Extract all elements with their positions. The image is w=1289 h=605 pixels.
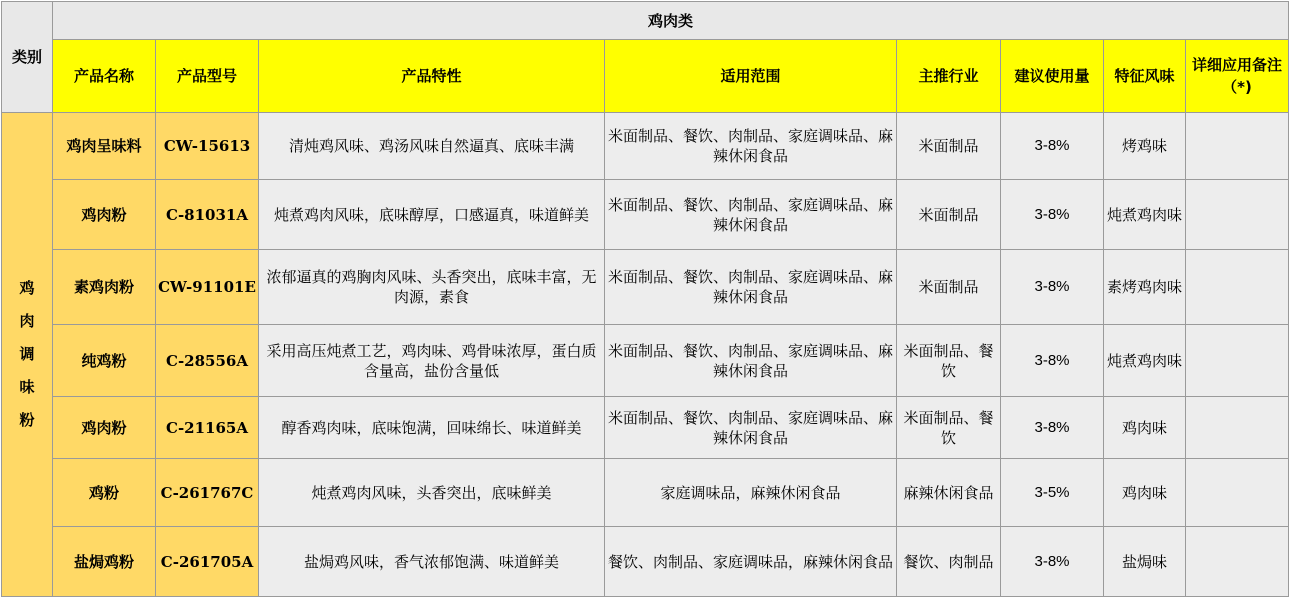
product-name: 盐焗鸡粉: [53, 527, 156, 597]
product-features: 浓郁逼真的鸡胸肉风味、头香突出，底味丰富，无肉源，素食: [259, 250, 605, 325]
table-row: [2, 459, 1289, 527]
product-model: CW-15613: [156, 113, 259, 180]
application-scope: 米面制品、餐饮、肉制品、家庭调味品、麻辣休闲食品: [605, 180, 897, 250]
suggested-dosage: 3-8%: [1001, 180, 1104, 250]
product-model: C-28556A: [156, 325, 259, 397]
application-notes: [1186, 459, 1289, 527]
product-model: C-21165A: [156, 397, 259, 459]
product-features: 采用高压炖煮工艺，鸡肉味、鸡骨味浓厚，蛋白质含量高，盐份含量低: [259, 325, 605, 397]
header-main-industry: 主推行业: [897, 40, 1001, 113]
application-notes: [1186, 527, 1289, 597]
main-industry: 米面制品: [897, 113, 1001, 180]
header-product-features: 产品特性: [259, 40, 605, 113]
application-notes: [1186, 397, 1289, 459]
application-notes: [1186, 113, 1289, 180]
header-application-notes: 详细应用备注（*): [1186, 40, 1289, 113]
product-model: CW-91101E: [156, 250, 259, 325]
flavor: 炖煮鸡肉味: [1104, 180, 1186, 250]
main-industry: 米面制品、餐饮: [897, 397, 1001, 459]
header-product-name: 产品名称: [53, 40, 156, 113]
main-industry: 餐饮、肉制品: [897, 527, 1001, 597]
flavor: 鸡肉味: [1104, 397, 1186, 459]
suggested-dosage: 3-8%: [1001, 325, 1104, 397]
flavor: 盐焗味: [1104, 527, 1186, 597]
product-features: 醇香鸡肉味，底味饱满，回味绵长、味道鲜美: [259, 397, 605, 459]
suggested-dosage: 3-8%: [1001, 397, 1104, 459]
category-name: 鸡 肉 调 味 粉: [2, 113, 53, 597]
application-scope: 米面制品、餐饮、肉制品、家庭调味品、麻辣休闲食品: [605, 397, 897, 459]
product-name: 鸡肉粉: [53, 180, 156, 250]
header-application-scope: 适用范围: [605, 40, 897, 113]
suggested-dosage: 3-8%: [1001, 250, 1104, 325]
product-features: 炖煮鸡肉风味，底味醇厚，口感逼真，味道鲜美: [259, 180, 605, 250]
main-industry: 米面制品: [897, 250, 1001, 325]
column-header-row: [2, 40, 1289, 113]
main-industry: 米面制品: [897, 180, 1001, 250]
group-title: 鸡肉类: [53, 2, 1289, 40]
application-scope: 米面制品、餐饮、肉制品、家庭调味品、麻辣休闲食品: [605, 113, 897, 180]
product-features: 盐焗鸡风味，香气浓郁饱满、味道鲜美: [259, 527, 605, 597]
suggested-dosage: 3-8%: [1001, 113, 1104, 180]
main-industry: 米面制品、餐饮: [897, 325, 1001, 397]
flavor: 鸡肉味: [1104, 459, 1186, 527]
application-scope: 米面制品、餐饮、肉制品、家庭调味品、麻辣休闲食品: [605, 325, 897, 397]
application-notes: [1186, 325, 1289, 397]
table-row: [2, 325, 1289, 397]
header-flavor: 特征风味: [1104, 40, 1186, 113]
product-features: 清炖鸡风味、鸡汤风味自然逼真、底味丰满: [259, 113, 605, 180]
product-name: 素鸡肉粉: [53, 250, 156, 325]
product-name: 鸡粉: [53, 459, 156, 527]
application-scope: 餐饮、肉制品、家庭调味品，麻辣休闲食品: [605, 527, 897, 597]
product-name: 纯鸡粉: [53, 325, 156, 397]
header-product-model: 产品型号: [156, 40, 259, 113]
application-notes: [1186, 180, 1289, 250]
product-model: C-81031A: [156, 180, 259, 250]
table-row: [2, 180, 1289, 250]
header-suggested-dosage: 建议使用量: [1001, 40, 1104, 113]
flavor: 炖煮鸡肉味: [1104, 325, 1186, 397]
product-name: 鸡肉粉: [53, 397, 156, 459]
product-model: C-261705A: [156, 527, 259, 597]
product-model: C-261767C: [156, 459, 259, 527]
flavor: 素烤鸡肉味: [1104, 250, 1186, 325]
product-table: [1, 1, 1289, 597]
application-scope: 家庭调味品，麻辣休闲食品: [605, 459, 897, 527]
table-row: [2, 250, 1289, 325]
suggested-dosage: 3-8%: [1001, 527, 1104, 597]
suggested-dosage: 3-5%: [1001, 459, 1104, 527]
table-row: [2, 113, 1289, 180]
main-industry: 麻辣休闲食品: [897, 459, 1001, 527]
category-column-header: 类别: [2, 2, 53, 113]
product-features: 炖煮鸡肉风味，头香突出，底味鲜美: [259, 459, 605, 527]
table-row: [2, 527, 1289, 597]
application-scope: 米面制品、餐饮、肉制品、家庭调味品、麻辣休闲食品: [605, 250, 897, 325]
flavor: 烤鸡味: [1104, 113, 1186, 180]
application-notes: [1186, 250, 1289, 325]
product-name: 鸡肉呈味料: [53, 113, 156, 180]
table-row: [2, 397, 1289, 459]
